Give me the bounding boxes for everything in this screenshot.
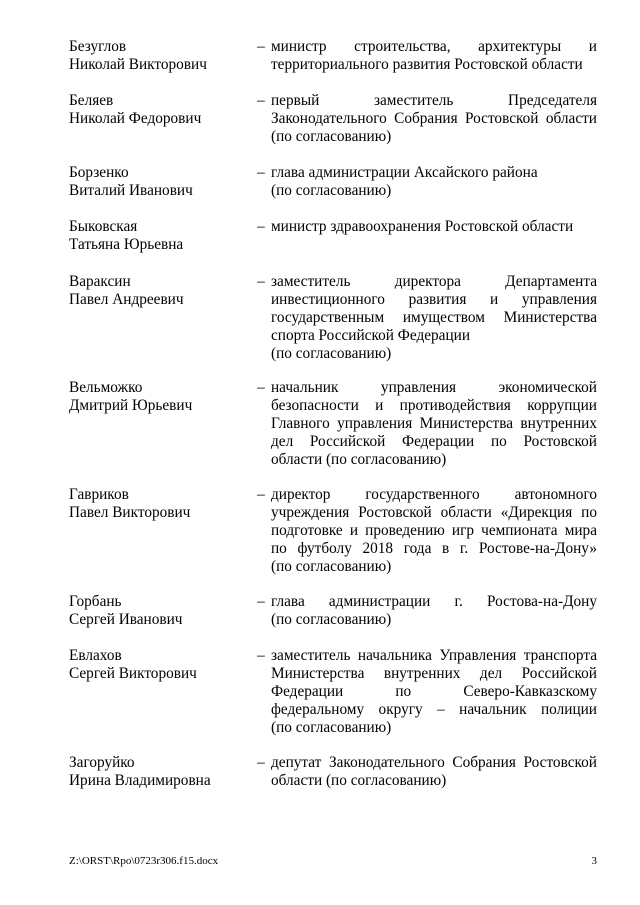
member-given-names: Николай Викторович (69, 56, 207, 73)
role-line: заместитель директора Департамента (271, 273, 597, 290)
role-line: безопасности и противодействия коррупции (271, 397, 597, 414)
role-line: начальник управления экономической (271, 379, 597, 396)
dash-separator: – (257, 379, 265, 396)
role-line: (по согласованию) (271, 345, 392, 362)
member-surname: Борзенко (69, 164, 129, 181)
member-role (271, 647, 597, 737)
member-name (69, 647, 254, 683)
member-name (69, 273, 254, 309)
role-line: Федерации по Северо-Кавказскому (271, 683, 597, 700)
role-line: Законодательного Собрания Ростовской области (271, 110, 597, 127)
member-given-names: Павел Андреевич (69, 291, 184, 308)
role-line: подготовке и проведению игр чемпионата мира (271, 522, 597, 539)
role-line: (по согласованию) (271, 719, 392, 736)
role-line: (по согласованию) (271, 128, 392, 145)
role-line: инвестиционного развития и управления (271, 291, 597, 308)
role-line: (по согласованию) (271, 182, 392, 199)
role-line: глава администрации Аксайского района (271, 164, 538, 181)
role-line: Министерства внутренних дел Российской (271, 665, 597, 682)
footer-file-path: Z:\ORST\Rpo\0723r306.f15.docx (69, 855, 219, 867)
dash-separator: – (257, 647, 265, 664)
member-role (271, 593, 597, 629)
role-line: министр строительства, архитектуры и (271, 38, 597, 55)
member-name (69, 218, 254, 254)
role-line: депутат Законодательного Собрания Ростовской (271, 754, 597, 771)
member-given-names: Сергей Викторович (69, 665, 197, 682)
role-line: дел Российской Федерации по Ростовской (271, 433, 597, 450)
role-line: федеральному округу – начальник полиции (271, 701, 597, 718)
member-role (271, 38, 597, 74)
role-line: Главного управления Министерства внутренних (271, 415, 597, 432)
page-number: 3 (591, 855, 597, 867)
member-given-names: Виталий Иванович (69, 182, 193, 199)
member-name (69, 92, 254, 128)
role-line: области (по согласованию) (271, 451, 447, 468)
member-surname: Беляев (69, 92, 114, 109)
member-surname: Загоруйко (69, 754, 135, 771)
member-name (69, 38, 254, 74)
member-given-names: Татьяна Юрьевна (69, 236, 184, 253)
role-line: министр здравоохранения Ростовской области (271, 218, 574, 235)
role-line: первый заместитель Председателя (271, 92, 597, 109)
member-role (271, 379, 597, 469)
role-line: государственным имуществом Министерства (271, 309, 597, 326)
member-role (271, 754, 597, 790)
member-name (69, 164, 254, 200)
dash-separator: – (257, 486, 265, 503)
member-name (69, 379, 254, 415)
role-line: (по согласованию) (271, 558, 392, 575)
member-surname: Евлахов (69, 647, 122, 664)
member-name (69, 593, 254, 629)
dash-separator: – (257, 164, 265, 181)
member-given-names: Павел Викторович (69, 504, 191, 521)
member-role (271, 92, 597, 146)
member-role (271, 164, 597, 200)
role-line: глава администрации г. Ростова-на-Дону (271, 593, 597, 610)
role-line: директор государственного автономного (271, 486, 597, 503)
role-line: области (по согласованию) (271, 772, 447, 789)
member-given-names: Сергей Иванович (69, 611, 183, 628)
member-name (69, 754, 254, 790)
role-line: по футболу 2018 года в г. Ростове-на-Дону» (271, 540, 597, 557)
dash-separator: – (257, 593, 265, 610)
dash-separator: – (257, 92, 265, 109)
member-surname: Безуглов (69, 38, 127, 55)
dash-separator: – (257, 754, 265, 771)
role-line: (по согласованию) (271, 611, 392, 628)
role-line: спорта Российской Федерации (271, 327, 471, 344)
member-role (271, 273, 597, 363)
role-line: заместитель начальника Управления транспорта (271, 647, 597, 664)
member-given-names: Николай Федорович (69, 110, 202, 127)
member-surname: Вельможко (69, 379, 143, 396)
member-given-names: Дмитрий Юрьевич (69, 397, 193, 414)
member-surname: Быковская (69, 218, 138, 235)
member-surname: Гавриков (69, 486, 129, 503)
dash-separator: – (257, 273, 265, 290)
role-line: учреждения Ростовской области «Дирекция по (271, 504, 597, 521)
role-line: территориального развития Ростовской области (271, 56, 583, 73)
member-name (69, 486, 254, 522)
member-role (271, 218, 597, 236)
member-role (271, 486, 597, 576)
dash-separator: – (257, 218, 265, 235)
member-given-names: Ирина Владимировна (69, 772, 211, 789)
dash-separator: – (257, 38, 265, 55)
member-surname: Вараксин (69, 273, 131, 290)
member-surname: Горбань (69, 593, 122, 610)
